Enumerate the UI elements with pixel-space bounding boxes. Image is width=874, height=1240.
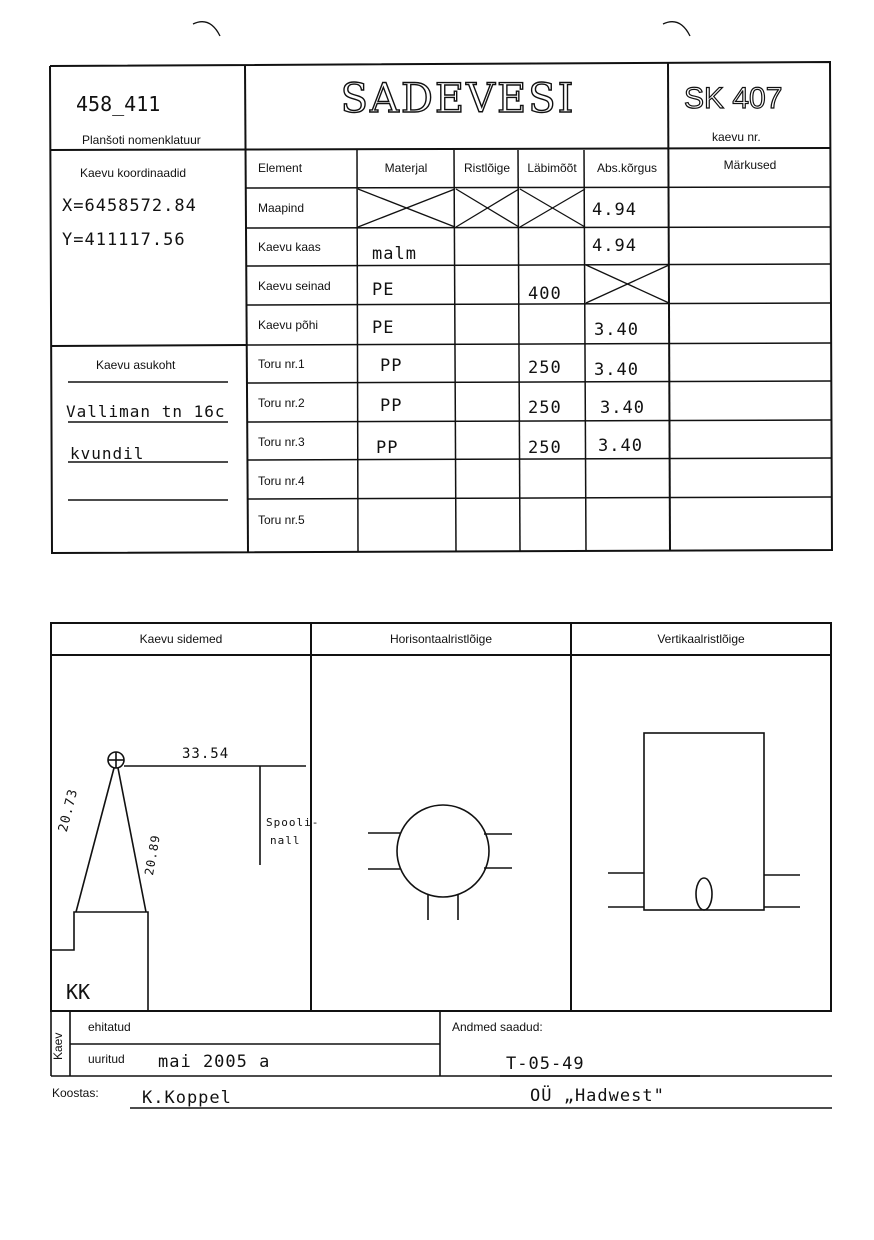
cell-material-pipe-3: PP [376, 438, 399, 458]
checked-label: ehitatud [88, 1020, 131, 1034]
well-number-label: kaevu nr. [712, 130, 761, 144]
cell-abs-cover: 4.94 [592, 236, 637, 256]
cell-abs-bottom: 3.40 [594, 320, 639, 340]
col-header-element: Element [258, 161, 303, 175]
coordinate-y: Y=411117.56 [62, 230, 186, 250]
location-label: Kaevu asukoht [96, 358, 176, 372]
binder-hole-left [193, 22, 220, 36]
kk-label: KK [66, 980, 91, 1004]
data-received-label: Andmed saadud: [452, 1020, 543, 1034]
col-header-material: Materjal [384, 161, 428, 175]
col-header-section: Ristlõige [463, 161, 511, 175]
cell-diameter-walls: 400 [528, 284, 562, 304]
data-received-value: T-05-49 [506, 1054, 585, 1074]
row-label-walls: Kaevu seinad [258, 279, 331, 293]
author-value: K.Koppel [142, 1088, 232, 1108]
col-header-remarks: Märkused [723, 158, 777, 172]
coordinate-x: X=6458572.84 [62, 196, 197, 216]
row-label-cover: Kaevu kaas [258, 240, 321, 254]
cell-material-pipe-1: PP [380, 356, 403, 376]
row-label-pipe-3: Toru nr.3 [258, 435, 305, 449]
row-label-pipe-5: Toru nr.5 [258, 513, 305, 527]
location-line-2: kvundil [70, 444, 145, 463]
kaev-label: Kaev [51, 1032, 65, 1060]
sketch-header-horizontal: Horisontaalristlõige [389, 632, 493, 646]
measured-value: mai 2005 a [158, 1052, 271, 1072]
row-label-pipe-2: Toru nr.2 [258, 396, 305, 410]
row-label-pipe-1: Toru nr.1 [258, 357, 305, 371]
cell-material-cover: malm [372, 244, 417, 264]
nomenclature-label: Planšoti nomenklatuur [82, 133, 201, 147]
cell-abs-pipe-1: 3.40 [594, 360, 639, 380]
measured-label: uuritud [88, 1052, 125, 1066]
company-value: OÜ „Hadwest" [530, 1086, 665, 1106]
row-label-pipe-4: Toru nr.4 [258, 474, 305, 488]
cell-diameter-pipe-2: 250 [528, 398, 562, 418]
coordinates-label: Kaevu koordinaadid [80, 166, 187, 180]
cell-material-bottom: PE [372, 318, 395, 338]
col-header-abs-height: Abs.kõrgus [596, 161, 658, 175]
reference-label-2: nall [270, 834, 301, 847]
binder-hole-right [663, 22, 690, 36]
cell-abs-ground: 4.94 [592, 200, 637, 220]
author-label: Koostas: [52, 1086, 99, 1100]
row-label-bottom: Kaevu põhi [258, 318, 319, 332]
col-header-diameter: Läbimõõt [527, 161, 577, 175]
distance-top: 33.54 [182, 746, 230, 762]
nomenclature-value: 458_411 [76, 92, 161, 116]
distance-left: 20.73 [56, 787, 82, 834]
sketch-header-connections: Kaevu sidemed [139, 632, 223, 646]
cell-abs-pipe-3: 3.40 [598, 436, 643, 456]
location-line-1: Valliman tn 16c [66, 402, 226, 421]
reference-label-1: Spooli- [266, 816, 320, 829]
row-label-ground: Maapind [258, 201, 305, 215]
distance-right: 20.89 [142, 833, 163, 877]
well-number-value: SK 407 [684, 82, 783, 115]
horizontal-section-sketch [368, 805, 512, 920]
cell-diameter-pipe-3: 250 [528, 438, 562, 458]
cell-material-pipe-2: PP [380, 396, 403, 416]
cell-material-walls: PE [372, 280, 395, 300]
vertical-section-sketch [608, 733, 800, 910]
cell-diameter-pipe-1: 250 [528, 358, 562, 378]
page-title: SADEVESI [340, 76, 576, 122]
sketch-frame [51, 623, 831, 1011]
well-connections-sketch [52, 752, 306, 1010]
sketch-header-vertical: Vertikaalristlõige [657, 632, 745, 646]
cell-abs-pipe-2: 3.40 [600, 398, 645, 418]
